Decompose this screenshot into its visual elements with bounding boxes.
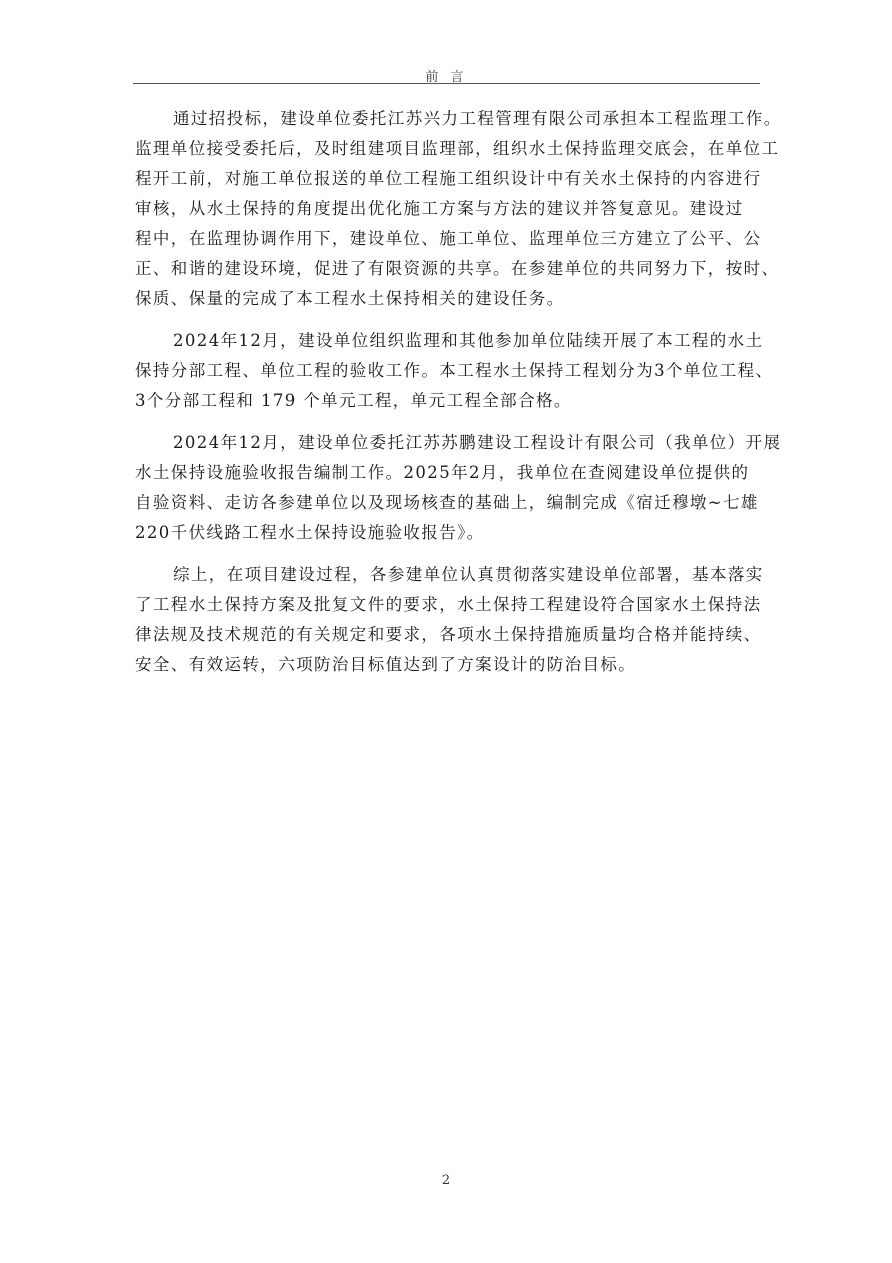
paragraph-line: 自验资料、走访各参建单位以及现场核查的基础上，编制完成《宿迁穆墩~七雄 <box>135 493 759 512</box>
paragraph-line: 2024年12月，建设单位组织监理和其他参加单位陆续开展了本工程的水土 <box>173 331 764 350</box>
paragraph-conclusion <box>135 560 764 680</box>
paragraph-line: 3个分部工程和 179 个单元工程，单元工程全部合格。 <box>135 391 572 410</box>
paragraph-line: 综上，在项目建设过程，各参建单位认真贯彻落实建设单位部署，基本落实 <box>173 565 764 584</box>
header-divider <box>133 83 760 84</box>
page-number: 2 <box>441 1173 451 1188</box>
paragraph-line: 安全、有效运转，六项防治目标值达到了方案设计的防治目标。 <box>135 655 637 674</box>
paragraph-line: 保质、保量的完成了本工程水土保持相关的建设任务。 <box>135 289 565 308</box>
paragraph-line: 审核，从水土保持的角度提出优化施工方案与方法的建议并答复意见。建设过 <box>135 199 744 218</box>
paragraph-line: 程中，在监理协调作用下，建设单位、施工单位、监理单位三方建立了公平、公 <box>135 229 762 248</box>
paragraph-line: 水土保持设施验收报告编制工作。2025年2月，我单位在查阅建设单位提供的 <box>135 463 750 482</box>
paragraph-line: 正、和谐的建设环境，促进了有限资源的共享。在参建单位的共同努力下，按时、 <box>135 259 780 278</box>
paragraph-line: 保持分部工程、单位工程的验收工作。本工程水土保持工程划分为3个单位工程、 <box>135 361 774 380</box>
paragraph-report-compilation <box>135 428 782 548</box>
paragraph-acceptance-work <box>135 326 774 416</box>
paragraph-line: 2024年12月，建设单位委托江苏苏鹏建设工程设计有限公司（我单位）开展 <box>173 433 782 452</box>
paragraph-supervision <box>135 104 782 314</box>
paragraph-line: 监理单位接受委托后，及时组建项目监理部，组织水土保持监理交底会，在单位工 <box>135 139 780 158</box>
paragraph-line: 220千伏线路工程水土保持设施验收报告》。 <box>135 523 485 542</box>
paragraph-line: 律法规及技术规范的有关规定和要求，各项水土保持措施质量均合格并能持续、 <box>135 625 762 644</box>
page-header-title: 前 言 <box>425 70 468 85</box>
document-body <box>135 104 782 692</box>
paragraph-line: 了工程水土保持方案及批复文件的要求，水土保持工程建设符合国家水土保持法 <box>135 595 762 614</box>
paragraph-line: 通过招投标，建设单位委托江苏兴力工程管理有限公司承担本工程监理工作。 <box>173 109 782 128</box>
paragraph-line: 程开工前，对施工单位报送的单位工程施工组织设计中有关水土保持的内容进行 <box>135 169 762 188</box>
